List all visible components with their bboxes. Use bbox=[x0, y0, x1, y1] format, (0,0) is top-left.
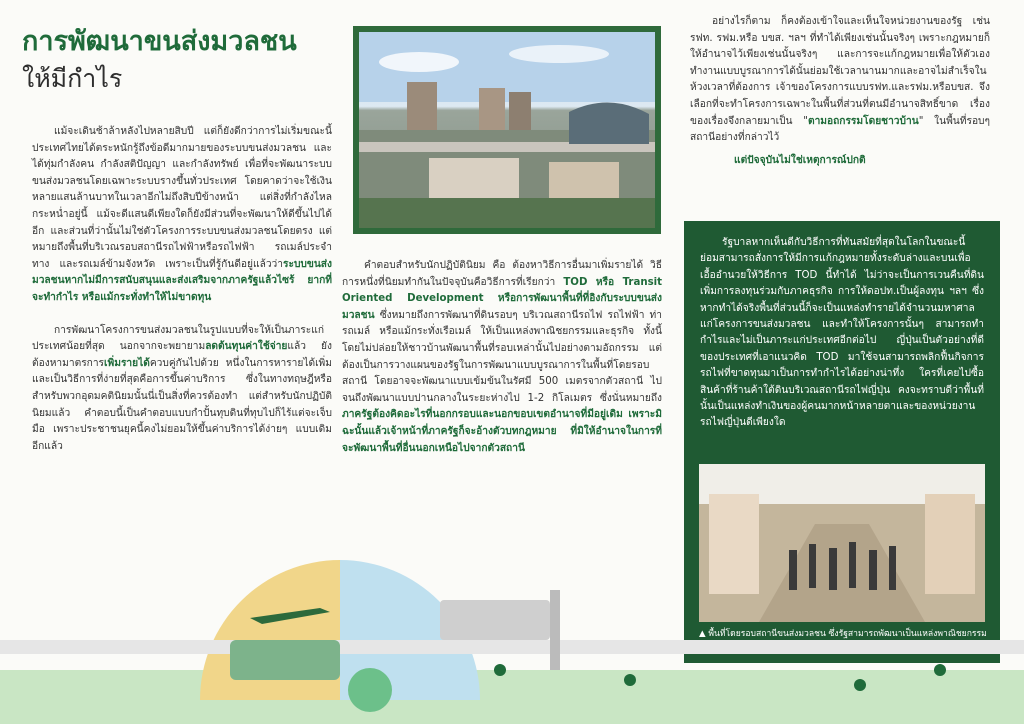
city-transit-illustration bbox=[0, 520, 1024, 724]
subheading: แต่ปัจจุบันไม่ใช่เหตุการณ์ปกติ bbox=[734, 154, 866, 166]
column-3 bbox=[690, 14, 990, 185]
article-title bbox=[22, 24, 342, 98]
paragraph: คำตอบสำหรับนักปฏิบัตินิยม คือ ต้องหาวิธีการอื่นมาเพิ่มรายได้ วิธีการหนึ่งที่นิยมทำกันในปัจจุบันคือวิธีการที่เรียกว่า TOD หรือ Transit Oriented Development หรือการพัฒนาพื้นที่ที่อิงกับระบบขนส่งมวลชน ซึ่งหมายถึงการพัฒนาที่ดินรอบๆ บริเวณสถานีรถไฟ รถไฟฟ้า ท่ารถเมล์ หรือแม้กระทั่งเรือเมล์ ให้เป็นแหล่งพาณิชยกรรมและธุรกิจ ทั้งนี้โดยไม่ปล่อยให้ชาวบ้านพัฒนาพื้นที่รอบเหล่านั้นไปอย่างตามอัถกรรม แต่ต้องเป็นการวางแผนของรัฐในการพัฒนาแบบบูรณาการในพื้นที่โดยรอบสถานี โดยอาจจะพัฒนาแบบเข้มข้นในรัศมี 500 เมตรจากตัวสถานี ไปจนถึงพัฒนาแบบปานกลางในระยะห่างไป 1-2 กิโลเมตร ซึ่งนั่นหมายถึงภาครัฐต้องคิดอะไรที่นอกกรอบและนอกขอบเขตอำนาจที่มีอยู่เดิม เพราะมิฉะนั้นแล้วเจ้าหน้าที่ภาครัฐก็จะอ้างตัวบทกฎหมาย ที่มิให้อำนาจในการที่จะพัฒนาพื้นที่อื่นนอกเหนือไปจากตัวสถานี bbox=[342, 260, 662, 454]
column-2 bbox=[342, 258, 662, 473]
column-1 bbox=[32, 124, 332, 471]
station-development-photo bbox=[353, 26, 661, 234]
paragraph: อย่างไรก็ตาม ก็คงต้องเข้าใจและเห็นใจหน่วยงานของรัฐ เช่น รฟท. รฟม.หรือ บขส. ฯลฯ ที่ทำได้เพียงเช่นนั้นจริงๆ เพราะกฎหมายก็ให้อำนาจไว้เพียงเช่นนั้นจริงๆ และการจะแก้กฎหมายเพื่อให้ตัวเองทำงานแบบบูรณาการได้นั้นย่อมใช้เวลานานมากและอาจไม่สำเร็จในห้วงเวลาที่ต้องการ เจ้าของโครงการแบบรฟท.และรฟม.หรือบขส. จึงเลือกที่จะทำโครงการเฉพาะในพื้นที่ส่วนที่ตนมีอำนาจสิทธิ์ขาด เรื่องของเรื่องจึงกลายมาเป็น "ตามอถกรรมโดยชาวบ้าน" ในพื้นที่รอบๆ สถานีอย่างที่กล่าวไว้ bbox=[690, 16, 990, 144]
photo-caption: ▲ พื้นที่โดยรอบสถานีขนส่งมวลชน ซึ่งรัฐสามารถพัฒนาเป็นแหล่งพาณิชยกรรม bbox=[699, 629, 987, 639]
highlight-text: รัฐบาลหากเห็นดีกับวิธีการที่ทันสมัยที่สุดในโลกในขณะนี้ ย่อมสามารถสั่งการให้มีการแก้กฎหมายทั้งระดับล่างและบนเพื่อเอื้ออำนวยให้วิธีการ TOD นี้ทำได้ ไม่ว่าจะเป็นการเวนคืนที่ดิน เพิ่มการลงทุนร่วมกับภาคธุรกิจ การให้ดอปท.เป็นผู้ลงทุน ฯลฯ ซึ่งหากทำได้จริงพื้นที่ส่วนนี้ก็จะเป็นแหล่งทำรายได้จำนวนมหาศาลแก่โครงการขนส่งมวลชน และทำให้โครงการนั้นๆ สามารถทำกำไรและไม่เป็นภาระแก่ประเทศอีกต่อไป ญี่ปุ่นเป็นตัวอย่างที่ดีของประเทศที่เอาแนวคิด TOD มาใช้จนสามารถพลิกฟื้นกิจการรถไฟที่ขาดทุนมาเป็นการทำกำไรได้อย่างน่าทึ่ง ใครที่เคยไปซื้อสินค้าที่ร้านค้าใต้ดินบริเวณสถานีรถไฟญี่ปุ่น คงจะทราบดีว่าพื้นที่นั้นเป็นแหล่งทำเงินของผู้คนมากหน้าหลายตาและของหน่วยงานรถไฟญี่ปุ่นดีเพียงใด bbox=[700, 237, 984, 429]
title-line-2: ให้มีกำไร bbox=[22, 64, 123, 93]
title-line-1: การพัฒนาขนส่งมวลชน bbox=[22, 26, 297, 57]
paragraph: แม้จะเดินช้าล้าหลังไปหลายสิบปี แต่ก็ยังดีกว่าการไม่เริ่มขณะนี้ประเทศไทยได้ตระหนักรู้ถึงข้อดีมากมายของระบบขนส่งมวลชน และได้ทุ่มกำลังคน กำลังสติปัญญา และกำลังทรัพย์ เพื่อที่จะพัฒนาระบบขนส่งมวลชนโดยเฉพาะระบบรางขึ้นทั่วประเทศ โดยคาดว่าจะใช้เงินหลายแสนล้านบาทในเวลาอีกไม่ถึงสิบปีข้างหน้า แต่สิ่งที่กำลังไหลกระหน่ำอยู่นี้ แม้จะดีแสนดีเพียงใดก็ยังมีส่วนที่จะพัฒนาให้ดีขึ้นไปได้อีก และส่วนที่ว่านั้นไม่ใช่ตัวโครงการระบบขนส่งมวลชนโดยตรง แต่หมายถึงพื้นที่บริเวณรอบสถานีรถไฟฟ้าหรือรถไฟฟ้า รถเมล์ประจำทาง และรถเมล์ข้ามจังหวัด เพราะเป็นที่รู้กันดีอยู่แล้วว่าระบบขนส่งมวลชนหากไม่มีการสนับสนุนและส่งเสริมจากภาครัฐแล้วไซร้ ยากที่จะทำกำไร หรือแม้กระทั่งทำให้ไม่ขาดทุน bbox=[32, 126, 332, 303]
paragraph: การพัฒนาโครงการขนส่งมวลชนในรูปแบบที่จะให้เป็นภาระแก่ประเทศน้อยที่สุด นอกจากจะพยายามลดต้นทุนค่าใช้จ่ายแล้ว ยังต้องหามาตรการเพิ่มรายได้ควบคู่กันไปด้วย หนึ่งในการหารายได้เพิ่มและเป็นวิธีการที่ง่ายที่สุดคือการขึ้นค่าบริการ ซึ่งในทางทฤษฎีหรือสำหรับพวกอุดมคตินิยมนั้นนี่เป็นสิ่งที่ควรต้องทำ แต่สำหรับนักปฏิบัตินิยมแล้ว คำตอบนี้เป็นคำตอบแบบกำปั้นทุบดินที่ทุบไปก็ไร้แต่จะเจ็บมือ เพราะประชาชนยุคนี้คงไม่ยอมให้ขึ้นค่าบริการได้ง่ายๆ แบบเดิมอีกแล้ว bbox=[32, 324, 333, 452]
